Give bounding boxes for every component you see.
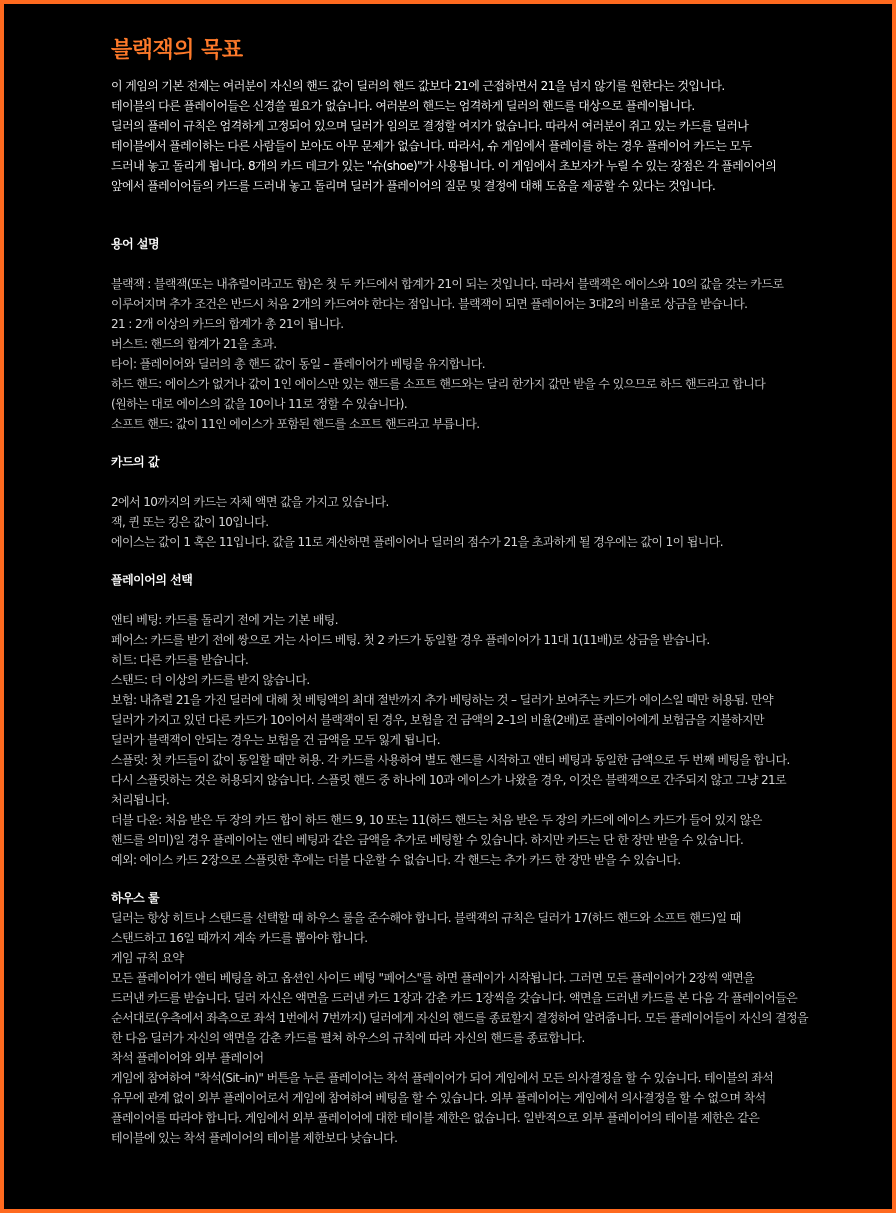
rules-content [111,36,871,1148]
text-line: 하드 핸드: 에이스가 없거나 값이 1인 에이스만 있는 핸드를 소프트 핸드와는 달리 한가지 값만 받을 수 있으므로 하드 핸드라고 합니다 [111,377,766,391]
section-title-house-rules: 하우스 룰 [111,891,160,905]
text-line: 스탠드: 더 이상의 카드를 받지 않습니다. [111,673,310,687]
page-title: 블랙잭의 목표 [111,38,243,63]
text-line: 앤티 베팅: 카드를 돌리기 전에 거는 기본 배팅. [111,613,339,627]
section-title-card-values: 카드의 값 [111,455,160,469]
text-line: 드러낸 카드를 받습니다. 딜러 자신은 액면을 드러낸 카드 1장과 감춘 카드 1장씩을 갖습니다. 액면을 드러낸 카드를 본 다음 각 플레이어들은 [111,991,798,1005]
text-line: 처리됩니다. [111,793,170,807]
player-choices-body [111,610,871,870]
text-line: 다시 스플릿하는 것은 허용되지 않습니다. 스플릿 핸드 중 하나에 10과 에이스가 나왔을 경우, 이것은 블랙잭으로 간주되지 않고 그냥 21로 [111,773,787,787]
text-line: 히트: 다른 카드를 받습니다. [111,653,249,667]
text-line: 딜러가 블랙잭이 안되는 경우는 보험을 건 금액을 모두 잃게 됩니다. [111,733,440,747]
text-line: 이루어지며 추가 조건은 반드시 처음 2개의 카드여야 한다는 점입니다. 블랙잭이 되면 플레이어는 3대2의 비율로 상금을 받습니다. [111,297,748,311]
text-line: 착석 플레이어와 외부 플레이어 [111,1051,264,1065]
intro-line: 드러내 놓고 돌리게 됩니다. 8개의 카드 데크가 있는 "슈(shoe)"가 사용됩니다. 이 게임에서 초보자가 누릴 수 있는 장점은 각 플레이어의 [111,159,777,173]
text-line: 보험: 내츄럴 21을 가진 딜러에 대해 첫 베팅액의 최대 절반까지 추가 베팅하는 것 – 딜러가 보여주는 카드가 에이스일 때만 허용됨. 만약 [111,693,774,707]
intro-paragraph [111,76,871,196]
text-line: 모든 플레이어가 앤티 베팅을 하고 옵션인 사이드 베팅 "페어스"를 하면 플레이가 시작됩니다. 그러면 모든 플레이어가 2장씩 액면을 [111,971,755,985]
text-line: 스탠드하고 16일 때까지 계속 카드를 뽑아야 합니다. [111,931,368,945]
text-line: 테이블에 있는 착석 플레이어의 테이블 제한보다 낮습니다. [111,1131,398,1145]
text-line: 더블 다운: 처음 받은 두 장의 카드 합이 하드 핸드 9, 10 또는 11(하드 핸드는 처음 받은 두 장의 카드에 에이스 카드가 들어 있지 않은 [111,813,762,827]
text-line: 에이스는 값이 1 혹은 11입니다. 값을 11로 계산하면 플레이어나 딜러의 점수가 21을 초과하게 될 경우에는 값이 1이 됩니다. [111,535,723,549]
terms-body [111,274,871,434]
section-terms [111,234,871,434]
text-line: 순서대로(우측에서 좌측으로 좌석 1번에서 7번까지) 딜러에게 자신의 핸드를 종료할지 결정하여 알려줍니다. 모든 플레이어들이 자신의 결정을 [111,1011,808,1025]
intro-line: 테이블에서 플레이하는 다른 사람들이 보아도 아무 문제가 없습니다. 따라서, 슈 게임에서 플레이를 하는 경우 플레이어 카드는 모두 [111,139,752,153]
intro-line: 딜러의 플레이 규칙은 엄격하게 고정되어 있으며 딜러가 임의로 결정할 여지가 없습니다. 따라서 여러분이 쥐고 있는 카드를 딜러나 [111,119,749,133]
text-line: 딜러가 가지고 있던 다른 카드가 10이어서 블랙잭이 된 경우, 보험을 건 금액의 2–1의 비율(2배)로 플레이어에게 보험금을 지불하지만 [111,713,764,727]
section-title-player-choices: 플레이어의 선택 [111,573,193,587]
text-line: 잭, 퀸 또는 킹은 값이 10입니다. [111,515,269,529]
text-line: 핸드를 의미)일 경우 플레이어는 앤티 베팅과 같은 금액을 추가로 베팅할 수 있습니다. 하지만 카드는 단 한 장만 받을 수 있습니다. [111,833,744,847]
section-title-terms: 용어 설명 [111,237,160,251]
text-line: 예외: 에이스 카드 2장으로 스플릿한 후에는 더블 다운할 수 없습니다. 각 핸드는 추가 카드 한 장만 받을 수 있습니다. [111,853,681,867]
text-line: 버스트: 핸드의 합계가 21을 초과. [111,337,277,351]
intro-line: 이 게임의 기본 전제는 여러분이 자신의 핸드 값이 딜러의 핸드 값보다 21에 근접하면서 21을 넘지 않기를 원한다는 것입니다. [111,79,725,93]
text-line: 게임에 참여하여 "착석(Sit–in)" 버튼을 누른 플레이어는 착석 플레이어가 되어 게임에서 모든 의사결정을 할 수 있습니다. 테이블의 좌석 [111,1071,774,1085]
section-player-choices [111,570,871,870]
page-frame [4,4,892,1209]
section-card-values [111,452,871,552]
text-line: 소프트 핸드: 값이 11인 에이스가 포함된 핸드를 소프트 핸드라고 부릅니다. [111,417,480,431]
text-line: 스플릿: 첫 카드들이 값이 동일할 때만 허용. 각 카드를 사용하여 별도 핸드를 시작하고 앤티 베팅과 동일한 금액으로 두 번째 베팅을 합니다. [111,753,790,767]
text-line: 플레이어를 따라야 합니다. 게임에서 외부 플레이어에 대한 테이블 제한은 없습니다. 일반적으로 외부 플레이어의 테이블 제한은 같은 [111,1111,760,1125]
intro-line: 앞에서 플레이어들의 카드를 드러내 놓고 돌리며 딜러가 플레이어의 질문 및 결정에 대해 도움을 제공할 수 있다는 것입니다. [111,179,716,193]
text-line: (원하는 대로 에이스의 값을 10이나 11로 정할 수 있습니다). [111,397,408,411]
intro-line: 테이블의 다른 플레이어들은 신경쓸 필요가 없습니다. 여러분의 핸드는 엄격하게 딜러의 핸드를 대상으로 플레이됩니다. [111,99,695,113]
text-line: 딜러는 항상 히트나 스탠드를 선택할 때 하우스 룰을 준수해야 합니다. 블랙잭의 규칙은 딜러가 17(하드 핸드와 소프트 핸드)일 때 [111,911,741,925]
text-line: 2에서 10까지의 카드는 자체 액면 값을 가지고 있습니다. [111,495,389,509]
house-rules-body [111,908,871,1148]
text-line: 21 : 2개 이상의 카드의 합계가 총 21이 됩니다. [111,317,344,331]
text-line: 블랙잭 : 블랙잭(또는 내츄럴이라고도 함)은 첫 두 카드에서 합계가 21이 되는 것입니다. 따라서 블랙잭은 에이스와 10의 값을 갖는 카드로 [111,277,784,291]
text-line: 타이: 플레이어와 딜러의 총 핸드 값이 동일 – 플레이어가 베팅을 유지합니다. [111,357,485,371]
card-values-body [111,492,871,552]
text-line: 페어스: 카드를 받기 전에 쌍으로 거는 사이드 베팅. 첫 2 카드가 동일할 경우 플레이어가 11대 1(11배)로 상금을 받습니다. [111,633,710,647]
text-line: 유무에 관계 없이 외부 플레이어로서 게임에 참여하여 베팅을 할 수 있습니다. 외부 플레이어는 게임에서 의사결정을 할 수 없으며 착석 [111,1091,766,1105]
text-line: 게임 규칙 요약 [111,951,184,965]
text-line: 한 다음 딜러가 자신의 액면을 감춘 카드를 펼쳐 하우스의 규칙에 따라 자신의 핸드를 종료합니다. [111,1031,585,1045]
section-house-rules [111,888,871,1148]
